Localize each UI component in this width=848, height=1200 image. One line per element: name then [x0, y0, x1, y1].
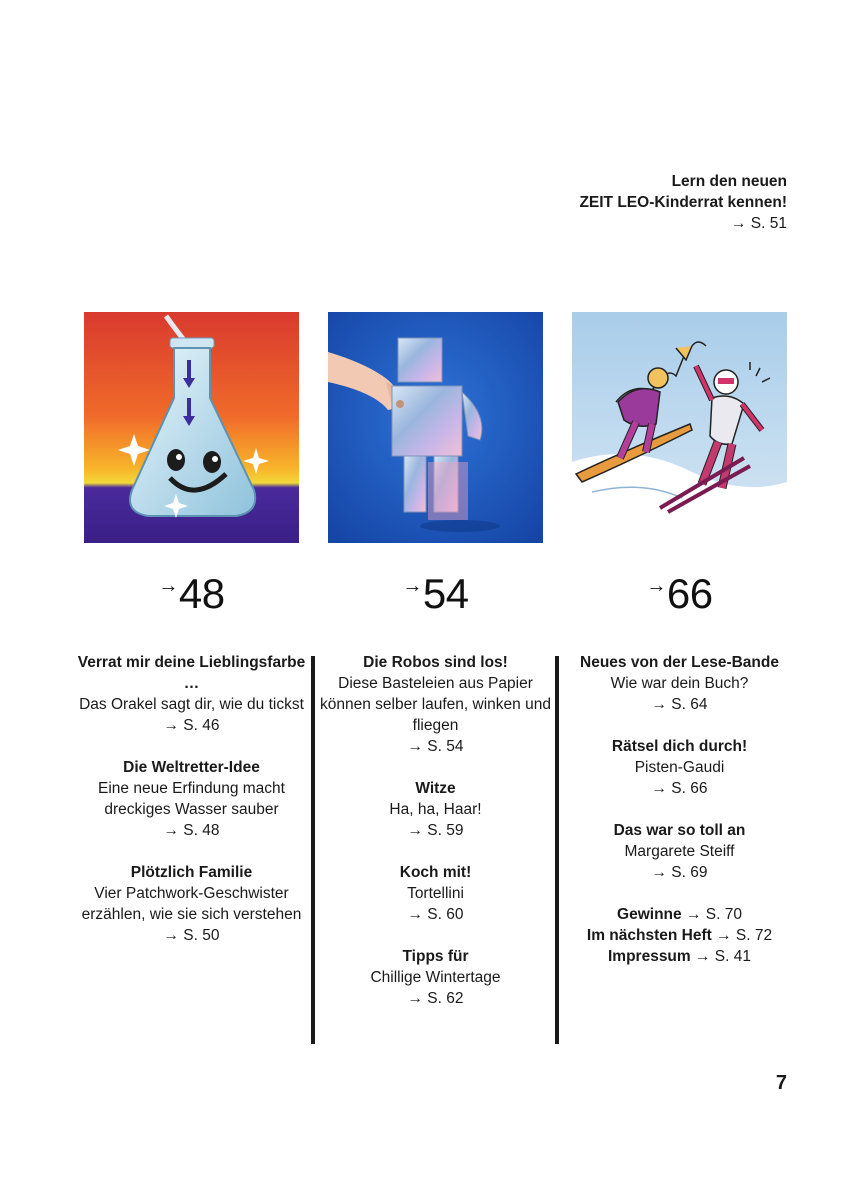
entry-title: Neues von der Lese-Bande	[580, 654, 779, 671]
entry-title: Tipps für	[402, 948, 469, 965]
entry-title: Das war so toll an	[613, 822, 746, 839]
entry-title: Gewinne	[617, 906, 682, 923]
toc-inline-entry[interactable]	[560, 925, 799, 946]
entry-subtitle: Vier Patchwork-Geschwister erzählen, wie sie sich verstehen	[81, 885, 302, 923]
entry-title: Im nächsten Heft	[586, 927, 712, 944]
entry-title: Koch mit!	[399, 864, 472, 881]
column-page-66	[572, 312, 787, 965]
column-page-54	[320, 312, 551, 1007]
entry-page-ref: → S. 69	[651, 864, 708, 881]
toc-entry[interactable]	[72, 862, 311, 946]
misc-links	[560, 904, 799, 967]
entry-page-ref: → S. 70	[685, 906, 742, 923]
entry-title: Rätsel dich durch!	[611, 738, 748, 755]
entry-subtitle: Pisten-Gaudi	[634, 759, 725, 776]
ski-highfive-illustration[interactable]	[572, 312, 787, 543]
kinderrat-promo[interactable]	[427, 171, 787, 234]
entry-page-ref: → S. 60	[407, 906, 464, 923]
entry-subtitle: Chillige Wintertage	[370, 969, 501, 986]
entry-subtitle: Ha, ha, Haar!	[389, 801, 482, 818]
toc-entry[interactable]	[72, 757, 311, 841]
column-divider	[311, 656, 315, 1044]
entry-page-ref: → S. 66	[651, 780, 708, 797]
page-number-66[interactable]: →66	[646, 570, 713, 617]
entry-subtitle: Diese Basteleien aus Papier können selber laufen, winken und fliegen	[320, 675, 551, 734]
page-number-48[interactable]: →48	[158, 570, 225, 617]
promo-page-ref: → S. 51	[731, 215, 787, 232]
entry-title: Impressum	[607, 948, 691, 965]
toc-entry[interactable]	[560, 736, 799, 799]
entry-page-ref: → S. 50	[163, 927, 220, 944]
entry-page-ref: → S. 41	[695, 948, 751, 965]
column-divider	[555, 656, 559, 1044]
toc-entry[interactable]	[316, 652, 555, 757]
arrow-icon: →	[158, 575, 178, 597]
entry-page-ref: → S. 72	[716, 927, 773, 944]
page-number-54[interactable]: →54	[402, 570, 469, 617]
entry-subtitle: Tortellini	[407, 885, 464, 902]
toc-entry[interactable]	[316, 778, 555, 841]
entry-page-ref: → S. 59	[407, 822, 464, 839]
entry-page-ref: → S. 48	[163, 822, 220, 839]
toc-entry[interactable]	[560, 820, 799, 883]
entry-subtitle: Das Orakel sagt dir, wie du tickst	[79, 696, 304, 713]
toc-inline-entry[interactable]	[560, 904, 799, 925]
arrow-icon: →	[402, 575, 422, 597]
entry-title: Witze	[415, 780, 456, 797]
entry-page-ref: → S. 64	[651, 696, 708, 713]
entry-title: Plötzlich Familie	[130, 864, 253, 881]
toc-entry[interactable]	[560, 652, 799, 715]
entry-subtitle: Margarete Steiff	[624, 843, 735, 860]
entry-title: Die Weltretter-Idee	[123, 759, 260, 776]
entry-subtitle: Wie war dein Buch?	[610, 675, 749, 692]
column-page-48	[77, 312, 306, 944]
column-1-entries	[72, 652, 311, 967]
page-folio: 7	[775, 1072, 787, 1094]
entry-page-ref: → S. 62	[407, 990, 464, 1007]
promo-line-1: Lern den neuen	[671, 173, 787, 190]
column-2-entries	[316, 652, 555, 1030]
entry-subtitle: Eine neue Erfindung macht dreckiges Wasser sauber	[98, 780, 285, 818]
entry-page-ref: → S. 54	[407, 738, 464, 755]
promo-line-2: ZEIT LEO-Kinderrat kennen!	[579, 194, 787, 211]
entry-page-ref: → S. 46	[163, 717, 220, 734]
arrow-icon: →	[646, 575, 666, 597]
entry-title: Die Robos sind los!	[363, 654, 508, 671]
oracle-flask-illustration[interactable]	[84, 312, 299, 543]
toc-entry[interactable]	[316, 862, 555, 925]
toc-entry[interactable]	[316, 946, 555, 1009]
entry-title: Verrat mir deine Lieblingsfarbe …	[77, 654, 306, 692]
toc-entry[interactable]	[72, 652, 311, 736]
column-3-entries	[560, 652, 799, 967]
toc-inline-entry[interactable]	[560, 946, 799, 967]
paper-robot-photo[interactable]	[328, 312, 543, 543]
